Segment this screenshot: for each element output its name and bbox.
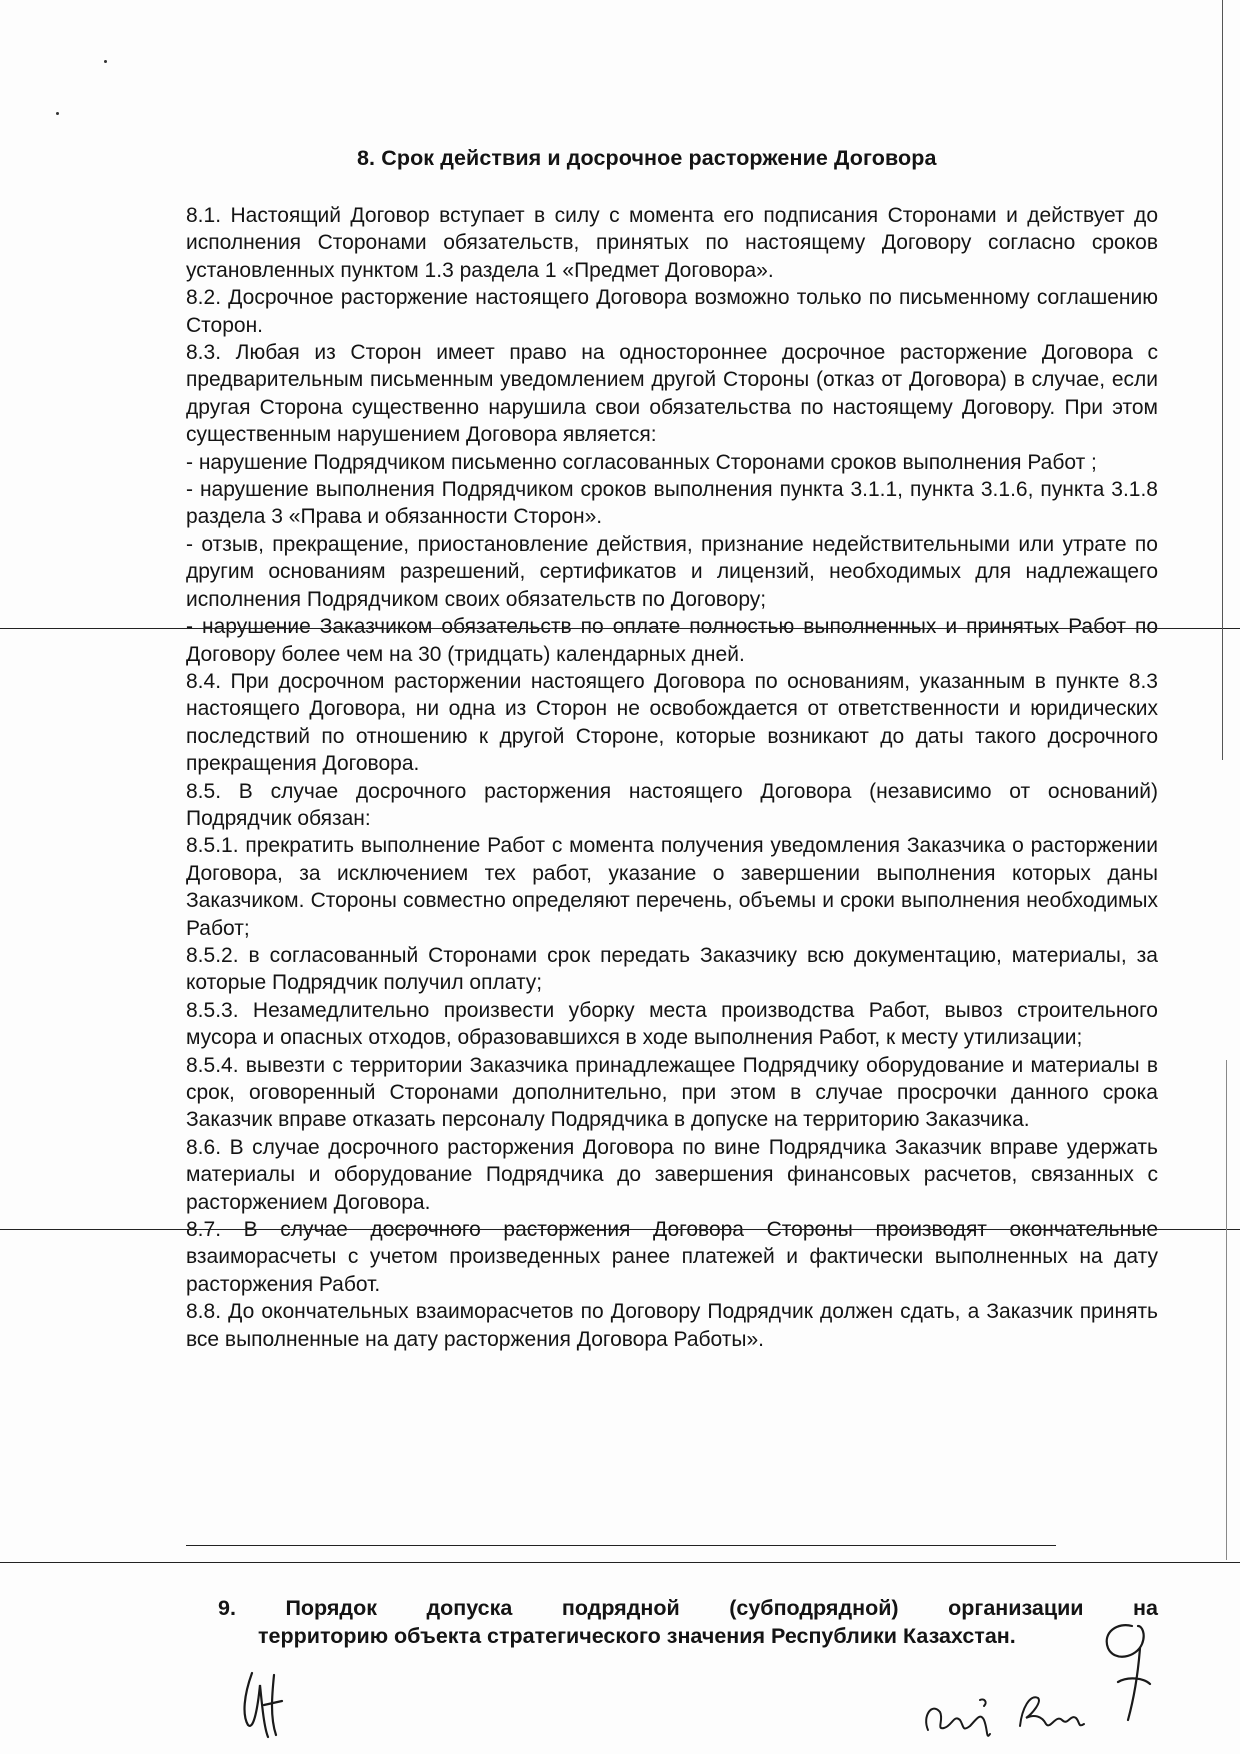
paragraph-8-7: 8.7. В случае досрочного расторжения Договора Стороны производят окончательные взаиморасчеты с учетом произведенных ранее платежей и фактически выполненных на дату расторжения Работ. bbox=[186, 1218, 1158, 1296]
paragraph-8-5-3: 8.5.3. Незамедлительно произвести уборку места производства Работ, вывоз строительного мусора и опасных отходов, образовавшихся в ходе выполнения Работ, к месту утилизации; bbox=[186, 998, 1158, 1050]
scan-line-bottom-rule bbox=[0, 1562, 1240, 1563]
paragraph-8-3-item-1: - нарушение Подрядчиком письменно согласованных Сторонами сроков выполнения Работ ; bbox=[186, 450, 1097, 474]
signature-right-2-icon bbox=[1012, 1684, 1092, 1744]
scan-line-middle bbox=[0, 1229, 1240, 1230]
paragraph-8-5-2: 8.5.2. в согласованный Сторонами срок передать Заказчику всю документацию, материалы, за которые Подрядчик получил оплату; bbox=[186, 943, 1158, 995]
section-9-word: Порядок bbox=[285, 1596, 377, 1620]
section-9-title-line-1 bbox=[218, 1594, 1158, 1622]
section-9-word: (субподрядной) bbox=[729, 1596, 899, 1620]
paragraph-8-5: 8.5. В случае досрочного расторжения настоящего Договора (независимо от оснований) Подрядчик обязан: bbox=[186, 779, 1158, 830]
paragraph-8-4: 8.4. При досрочном расторжении настоящего Договора по основаниям, указанным в пункте 8.3 настоящего Договора, ни одна из Сторон не освобождается от ответственности и юридических последствий по отношению к другой Стороне, которые возникают до даты такого досрочного прекращения Договора. bbox=[186, 669, 1158, 776]
paragraph-8-8: 8.8. До окончательных взаиморасчетов по Договору Подрядчик должен сдать, а Заказчик принять все выполненные на дату расторжения Договора Работы». bbox=[186, 1300, 1158, 1351]
signature-right-3-icon bbox=[1088, 1618, 1164, 1730]
scan-edge-line bbox=[1222, 0, 1223, 760]
section-9-word: на bbox=[1133, 1596, 1158, 1620]
paragraph-8-6: 8.6. В случае досрочного расторжения Договора по вине Подрядчика Заказчик вправе удержать материалы и оборудование Подрядчика до завершения финансовых расчетов, связанных с расторжением Договора. bbox=[186, 1135, 1158, 1214]
section-8-body bbox=[186, 202, 1158, 1353]
signature-right-1-icon bbox=[918, 1690, 1008, 1746]
paragraph-8-3: 8.3. Любая из Сторон имеет право на одностороннее досрочное расторжение Договора с предварительным письменным уведомлением другой Стороны (отказ от Договора) в случае, если другая Сторона существенно нарушила свои обязательства по настоящему Договору. При этом существенным нарушением Договора является: bbox=[186, 341, 1158, 447]
signature-left-icon bbox=[238, 1665, 298, 1745]
paragraph-8-2: 8.2. Досрочное расторжение настоящего Договора возможно только по письменному соглашению Сторон. bbox=[186, 286, 1158, 337]
section-9-word: допуска bbox=[426, 1596, 513, 1620]
paragraph-8-3-item-4: - нарушение Заказчиком обязательств по оплате полностью выполненных и принятых Работ по Договору более чем на 30 (тридцать) календарных дней. bbox=[186, 615, 1158, 666]
paragraph-8-3-item-2: - нарушение выполнения Подрядчиком сроков выполнения пункта 3.1.1, пункта 3.1.6, пункта 3.1.8 раздела 3 «Права и обязанности Сторон». bbox=[186, 478, 1158, 529]
section-8-title: 8. Срок действия и досрочное расторжение Договора bbox=[357, 146, 937, 170]
section-9-word: подрядной bbox=[561, 1596, 680, 1620]
section-9-word: организации bbox=[948, 1596, 1084, 1620]
paragraph-8-1: 8.1. Настоящий Договор вступает в силу с момента его подписания Сторонами и действует до исполнения Сторонами обязательств, принятых по настоящему Договору согласно сроков установленных пунктом 1.3 раздела 1 «Предмет Договора». bbox=[186, 204, 1158, 282]
paragraph-8-5-4: 8.5.4. вывезти с территории Заказчика принадлежащее Подрядчику оборудование и материалы в срок, оговоренный Сторонами дополнительно, при этом в случае просрочки данного срока Заказчик вправе отказать персоналу Подрядчика в допуске на территорию Заказчика. bbox=[186, 1053, 1158, 1132]
section-9-title-line-2: территорию объекта стратегического значения Республики Казахстан. bbox=[258, 1624, 1016, 1648]
scan-speck bbox=[104, 60, 107, 63]
scan-line-bottom bbox=[186, 1545, 1056, 1546]
scan-speck bbox=[56, 112, 59, 115]
scan-line-top bbox=[0, 628, 1240, 629]
scan-edge-line bbox=[1226, 1060, 1227, 1560]
paragraph-8-5-1: 8.5.1. прекратить выполнение Работ с момента получения уведомления Заказчика о расторжении Договора, за исключением тех работ, указание о завершении выполнения которых даны Заказчиком. Стороны совместно определяют перечень, объемы и сроки выполнения необходимых Работ; bbox=[186, 834, 1158, 940]
section-9-word: 9. bbox=[218, 1596, 236, 1620]
section-9-title bbox=[218, 1594, 1158, 1650]
paragraph-8-3-item-3: - отзыв, прекращение, приостановление действия, признание недействительными или утрате по другим основаниям разрешений, сертификатов и лицензий, необходимых для надлежащего исполнения Подрядчиком своих обязательств по Договору; bbox=[186, 532, 1158, 611]
